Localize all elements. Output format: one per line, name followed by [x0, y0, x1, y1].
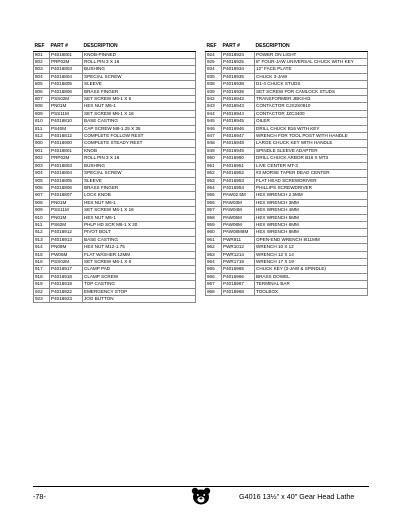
part-number-cell: P4016803: [50, 66, 83, 73]
table-row: [34, 244, 196, 251]
table-row: [34, 192, 196, 199]
ref-cell: 958: [206, 214, 222, 221]
table-header-row: [206, 43, 368, 51]
part-number-cell: PAW08M8M: [222, 229, 255, 236]
part-number-cell: P4016935: [222, 73, 255, 80]
ref-cell: 906: [34, 184, 50, 191]
table-row: [34, 118, 196, 125]
ref-cell: 904: [34, 170, 50, 177]
description-cell: SLEEVE: [83, 81, 196, 88]
description-cell: HEX WRENCH 5MM: [255, 214, 368, 221]
ref-cell: 945: [206, 118, 222, 125]
ref-cell: 900: [34, 140, 50, 147]
part-number-cell: P4016938: [222, 81, 255, 88]
table-row: [34, 125, 196, 132]
ref-cell: 935: [206, 73, 222, 80]
table-row: [206, 155, 368, 162]
description-header: DESCRIPTION: [83, 43, 196, 51]
description-cell: KNOB: [83, 147, 196, 154]
description-cell: HEX WRENCH 2.5MM: [255, 192, 368, 199]
description-cell: WRENCH 17 X 19: [255, 258, 368, 265]
part-number-cell: P4016812: [50, 133, 83, 140]
table-row: [206, 51, 368, 58]
table-row: [34, 51, 196, 58]
description-cell: ROLL PIN 3 X 16: [83, 59, 196, 66]
part-number-cell: P4016952: [222, 170, 255, 177]
ref-cell: 801: [34, 51, 50, 58]
part-number-cell: P4016967: [222, 281, 255, 288]
part-number-cell: P4016950: [222, 155, 255, 162]
part-number-cell: P4016807: [50, 192, 83, 199]
table-row: [34, 229, 196, 236]
ref-cell: 953: [206, 177, 222, 184]
table-row: [206, 96, 368, 103]
table-row: [206, 221, 368, 228]
ref-cell: 957: [206, 207, 222, 214]
table-row: [34, 214, 196, 221]
part-number-cell: PSS02M: [50, 258, 83, 265]
description-cell: HEX NUT M6-1: [83, 103, 196, 110]
part-number-cell: PWR1719: [222, 258, 255, 265]
table-row: [206, 214, 368, 221]
table-row: [34, 96, 196, 103]
part-number-cell: PSS11M: [50, 110, 83, 117]
table-row: [206, 199, 368, 206]
part-number-cell: PS62M: [50, 221, 83, 228]
description-cell: SPECIAL SCREW: [83, 73, 196, 80]
description-cell: TERMINAL BAR: [255, 281, 368, 288]
ref-cell: 913: [34, 236, 50, 243]
description-cell: TRANSFORMER JBK3-63: [255, 96, 368, 103]
part-number-cell: P4016925: [222, 59, 255, 66]
part-number-cell: P4016801: [50, 147, 83, 154]
table-row: [34, 59, 196, 66]
part-number-cell: P4016913: [50, 236, 83, 243]
ref-cell: 924: [206, 51, 222, 58]
description-cell: SPECIAL SCREW: [83, 170, 196, 177]
ref-cell: 968: [206, 288, 222, 295]
table-row: [34, 207, 196, 214]
ref-cell: 939: [206, 88, 222, 95]
description-cell: TOOLBOX: [255, 288, 368, 295]
description-cell: WRENCH FOR TOOL POST WITH HANDLE: [255, 133, 368, 140]
part-number-cell: P4016922: [50, 288, 83, 295]
part-number-cell: PRP02M: [50, 155, 83, 162]
part-number-cell: P4016810: [50, 118, 83, 125]
table-row: [34, 155, 196, 162]
ref-cell: 910: [34, 214, 50, 221]
parts-table-right: [205, 43, 368, 296]
description-cell: CLAMP PAD: [83, 266, 196, 273]
part-number-cell: PWR1214: [222, 251, 255, 258]
table-row: [206, 110, 368, 117]
table-row: [206, 73, 368, 80]
description-cell: BASE CASTING: [83, 236, 196, 243]
description-cell: POWER ON LIGHT: [255, 51, 368, 58]
table-row: [206, 147, 368, 154]
description-cell: SET SCREW M6-1 X 16: [83, 207, 196, 214]
description-cell: LOCK KNOB: [83, 192, 196, 199]
description-cell: BRASS FINGER: [83, 184, 196, 191]
part-number-cell: PN09M: [50, 244, 83, 251]
table-row: [34, 81, 196, 88]
part-number-cell: P4016805: [50, 81, 83, 88]
ref-cell: 907: [34, 192, 50, 199]
part-number-cell: P4016965: [222, 266, 255, 273]
table-row: [34, 170, 196, 177]
part-number-cell: P4016953: [222, 177, 255, 184]
ref-cell: 812: [34, 133, 50, 140]
ref-cell: 948: [206, 140, 222, 147]
description-cell: SET SCREW FOR CAMLOCK STUDS: [255, 88, 368, 95]
table-row: [34, 288, 196, 295]
description-cell: HEX NUT M12-1.75: [83, 244, 196, 251]
ref-cell: 809: [34, 110, 50, 117]
ref-header: REF: [34, 43, 50, 51]
description-cell: OPEN-END WRENCH 9/11MM: [255, 236, 368, 243]
description-cell: BUSHING: [83, 162, 196, 169]
part-number-header: PART #: [222, 43, 255, 51]
table-row: [34, 184, 196, 191]
ref-cell: 909: [34, 207, 50, 214]
description-cell: BRASS FINGER: [83, 88, 196, 95]
part-number-cell: PAW04M: [222, 207, 255, 214]
table-row: [206, 288, 368, 295]
description-cell: HEX NUT M6-1: [83, 214, 196, 221]
table-row: [206, 244, 368, 251]
part-number-cell: PAW03M: [222, 199, 255, 206]
ref-cell: 919: [34, 281, 50, 288]
description-cell: HEX WRENCH 4MM: [255, 207, 368, 214]
ref-cell: 959: [206, 221, 222, 228]
parts-table-left-body: [34, 51, 196, 303]
ref-cell: 923: [34, 296, 50, 303]
part-number-cell: PW06M: [50, 251, 83, 258]
table-row: [34, 140, 196, 147]
table-row: [34, 281, 196, 288]
table-row: [34, 133, 196, 140]
ref-cell: 951: [206, 162, 222, 169]
parts-table-right-body: [206, 51, 368, 295]
part-number-cell: P4016942: [222, 96, 255, 103]
description-cell: BRASS DOWEL: [255, 273, 368, 280]
ref-cell: 804: [34, 73, 50, 80]
part-number-cell: P4016918: [50, 273, 83, 280]
table-row: [34, 258, 196, 265]
description-cell: OILER: [255, 118, 368, 125]
part-number-cell: P4016917: [50, 266, 83, 273]
description-cell: SET SCREW M6-1 X 6: [83, 258, 196, 265]
ref-cell: 810: [34, 118, 50, 125]
part-number-cell: P4016919: [50, 281, 83, 288]
table-row: [206, 66, 368, 73]
table-row: [206, 125, 368, 132]
ref-cell: 964: [206, 258, 222, 265]
ref-cell: 918: [34, 273, 50, 280]
part-number-cell: PN01M: [50, 214, 83, 221]
table-row: [206, 207, 368, 214]
ref-cell: 808: [34, 103, 50, 110]
part-number-cell: PWR911: [222, 236, 255, 243]
description-cell: PHLP HD SCR M6-1 X 30: [83, 221, 196, 228]
table-row: [34, 251, 196, 258]
description-cell: SET SCREW M6-1 X 16: [83, 110, 196, 117]
part-number-cell: PWR1012: [222, 244, 255, 251]
description-cell: WRENCH 10 X 12: [255, 244, 368, 251]
table-row: [206, 88, 368, 95]
description-header: DESCRIPTION: [255, 43, 368, 51]
part-number-cell: PN01M: [50, 199, 83, 206]
ref-cell: 914: [34, 244, 50, 251]
description-cell: SPINDLE SLEEVE ADAPTER: [255, 147, 368, 154]
ref-cell: 916: [34, 258, 50, 265]
table-row: [34, 162, 196, 169]
ref-cell: 908: [34, 199, 50, 206]
description-cell: SLEEVE: [83, 177, 196, 184]
table-row: [206, 59, 368, 66]
table-row: [34, 273, 196, 280]
ref-cell: 903: [34, 162, 50, 169]
description-cell: CONTACTOR JZC3400: [255, 110, 368, 117]
description-cell: PIVOT BOLT: [83, 229, 196, 236]
description-cell: 8" FOUR-JAW UNIVERSAL CHUCK WITH KEY: [255, 59, 368, 66]
description-cell: #3 MORSE TAPER DEAD CENTER: [255, 170, 368, 177]
ref-cell: 915: [34, 251, 50, 258]
table-row: [34, 66, 196, 73]
description-cell: ROLL PIN 3 X 16: [83, 155, 196, 162]
ref-cell: 807: [34, 96, 50, 103]
ref-header: REF: [206, 43, 222, 51]
description-cell: CHUCK KEY (3-JAW & SPINDLE): [255, 266, 368, 273]
part-number-cell: P4016954: [222, 184, 255, 191]
table-row: [206, 229, 368, 236]
table-row: [206, 266, 368, 273]
part-number-cell: P4016949: [222, 147, 255, 154]
table-row: [206, 162, 368, 169]
table-row: [206, 133, 368, 140]
description-cell: CHUCK 3-JAW: [255, 73, 368, 80]
description-cell: CONTACTOR CJX2S0910: [255, 103, 368, 110]
part-number-cell: PSS11M: [50, 207, 83, 214]
table-row: [206, 118, 368, 125]
ref-cell: 806: [34, 88, 50, 95]
ref-cell: 950: [206, 155, 222, 162]
description-cell: FLAT HEAD SCREWDRIVER: [255, 177, 368, 184]
description-cell: FLAT WASHER 12MM: [83, 251, 196, 258]
table-row: [206, 273, 368, 280]
part-number-cell: P4016804: [50, 170, 83, 177]
description-cell: EMERGENCY STOP: [83, 288, 196, 295]
bear-head-logo-icon: [191, 487, 211, 505]
ref-cell: 952: [206, 170, 222, 177]
part-number-cell: P4016968: [222, 288, 255, 295]
part-number-header: PART #: [50, 43, 83, 51]
description-cell: HEX NUT M6-1: [83, 199, 196, 206]
table-row: [206, 236, 368, 243]
ref-cell: 955: [206, 192, 222, 199]
ref-cell: 938: [206, 81, 222, 88]
description-cell: D1-4 CHUCK STUDS: [255, 81, 368, 88]
ref-cell: 963: [206, 251, 222, 258]
ref-cell: 954: [206, 184, 222, 191]
table-row: [206, 192, 368, 199]
ref-cell: 966: [206, 273, 222, 280]
part-number-cell: PN01M: [50, 103, 83, 110]
part-number-cell: P4016924: [222, 51, 255, 58]
ref-cell: 960: [206, 229, 222, 236]
table-row: [34, 296, 196, 303]
table-row: [34, 103, 196, 110]
part-number-cell: PAW06M: [222, 221, 255, 228]
table-row: [206, 103, 368, 110]
ref-cell: 803: [34, 66, 50, 73]
part-number-cell: P4016945: [222, 118, 255, 125]
part-number-cell: P4016803: [50, 162, 83, 169]
description-cell: KNOB-PINNED: [83, 51, 196, 58]
ref-cell: 912: [34, 229, 50, 236]
description-cell: HEX WRENCH 6MM: [255, 221, 368, 228]
ref-cell: 922: [34, 288, 50, 295]
part-number-cell: PS40M: [50, 125, 83, 132]
part-number-cell: P4016806: [50, 88, 83, 95]
ref-cell: 962: [206, 244, 222, 251]
part-number-cell: P4016900: [50, 140, 83, 147]
table-row: [34, 236, 196, 243]
part-number-cell: PSS02M: [50, 96, 83, 103]
description-cell: HEX WRENCH 3MM: [255, 199, 368, 206]
part-number-cell: P4016805: [50, 177, 83, 184]
part-number-cell: P4016806: [50, 184, 83, 191]
part-number-cell: P4016934: [222, 66, 255, 73]
description-cell: DRILL CHUCK ARBOR B16 X MT3: [255, 155, 368, 162]
description-cell: BUSHING: [83, 66, 196, 73]
ref-cell: 949: [206, 147, 222, 154]
description-cell: BASE CASTING: [83, 118, 196, 125]
ref-cell: 905: [34, 177, 50, 184]
table-row: [34, 266, 196, 273]
description-cell: CLAMP SCREW: [83, 273, 196, 280]
table-row: [34, 88, 196, 95]
ref-cell: 901: [34, 147, 50, 154]
table-row: [206, 281, 368, 288]
ref-cell: 942: [206, 96, 222, 103]
table-row: [206, 177, 368, 184]
table-row: [206, 140, 368, 147]
description-cell: JOG BUTTON: [83, 296, 196, 303]
ref-cell: 902: [34, 155, 50, 162]
page-number: -78-: [33, 492, 46, 501]
table-header-row: [34, 43, 196, 51]
table-row: [34, 73, 196, 80]
footer-title: G4016 13½" x 40" Gear Head Lathe: [239, 492, 355, 501]
ref-cell: 946: [206, 125, 222, 132]
table-row: [34, 110, 196, 117]
table-row: [34, 221, 196, 228]
ref-cell: 917: [34, 266, 50, 273]
part-number-cell: P4016947: [222, 133, 255, 140]
part-number-cell: P4016923: [50, 296, 83, 303]
description-cell: COMPLETE STEADY REST: [83, 140, 196, 147]
part-number-cell: PAW02.5M: [222, 192, 255, 199]
ref-cell: 947: [206, 133, 222, 140]
ref-cell: 911: [34, 221, 50, 228]
ref-cell: 965: [206, 266, 222, 273]
description-cell: TOP CASTING: [83, 281, 196, 288]
description-cell: CAP SCREW M8-1.25 X 35: [83, 125, 196, 132]
ref-cell: 802: [34, 59, 50, 66]
table-row: [206, 170, 368, 177]
description-cell: 12" FACE PLATE: [255, 66, 368, 73]
ref-cell: 967: [206, 281, 222, 288]
parts-table-left: [33, 43, 196, 303]
table-row: [206, 184, 368, 191]
description-cell: PHILLIPS SCREWDRIVER: [255, 184, 368, 191]
description-cell: DRILL CHUCK B16 WITH KEY: [255, 125, 368, 132]
ref-cell: 811: [34, 125, 50, 132]
ref-cell: 956: [206, 199, 222, 206]
description-cell: COMPLETE FOLLOW REST: [83, 133, 196, 140]
part-number-cell: P4016946: [222, 125, 255, 132]
table-row: [34, 199, 196, 206]
ref-cell: 805: [34, 81, 50, 88]
description-cell: SET SCREW M6-1 X 6: [83, 96, 196, 103]
description-cell: LIVE CENTER MT-3: [255, 162, 368, 169]
part-number-cell: P4016943: [222, 103, 255, 110]
table-row: [206, 251, 368, 258]
ref-cell: 943: [206, 103, 222, 110]
ref-cell: 961: [206, 236, 222, 243]
table-row: [206, 81, 368, 88]
part-number-cell: P4016912: [50, 229, 83, 236]
part-number-cell: P4016948: [222, 140, 255, 147]
description-cell: WRENCH 12 X 14: [255, 251, 368, 258]
part-number-cell: PAW05M: [222, 214, 255, 221]
description-cell: HEX WRENCH 8MM: [255, 229, 368, 236]
table-row: [206, 258, 368, 265]
table-row: [34, 177, 196, 184]
part-number-cell: P4016804: [50, 73, 83, 80]
ref-cell: 934: [206, 66, 222, 73]
ref-cell: 944: [206, 110, 222, 117]
table-row: [34, 147, 196, 154]
part-number-cell: P4016966: [222, 273, 255, 280]
part-number-cell: P4016939: [222, 88, 255, 95]
part-number-cell: PRP02M: [50, 59, 83, 66]
part-number-cell: P4016944: [222, 110, 255, 117]
description-cell: LARGE CHUCK KEY WITH HANDLE: [255, 140, 368, 147]
ref-cell: 925: [206, 59, 222, 66]
part-number-cell: P4016801: [50, 51, 83, 58]
part-number-cell: P4016951: [222, 162, 255, 169]
